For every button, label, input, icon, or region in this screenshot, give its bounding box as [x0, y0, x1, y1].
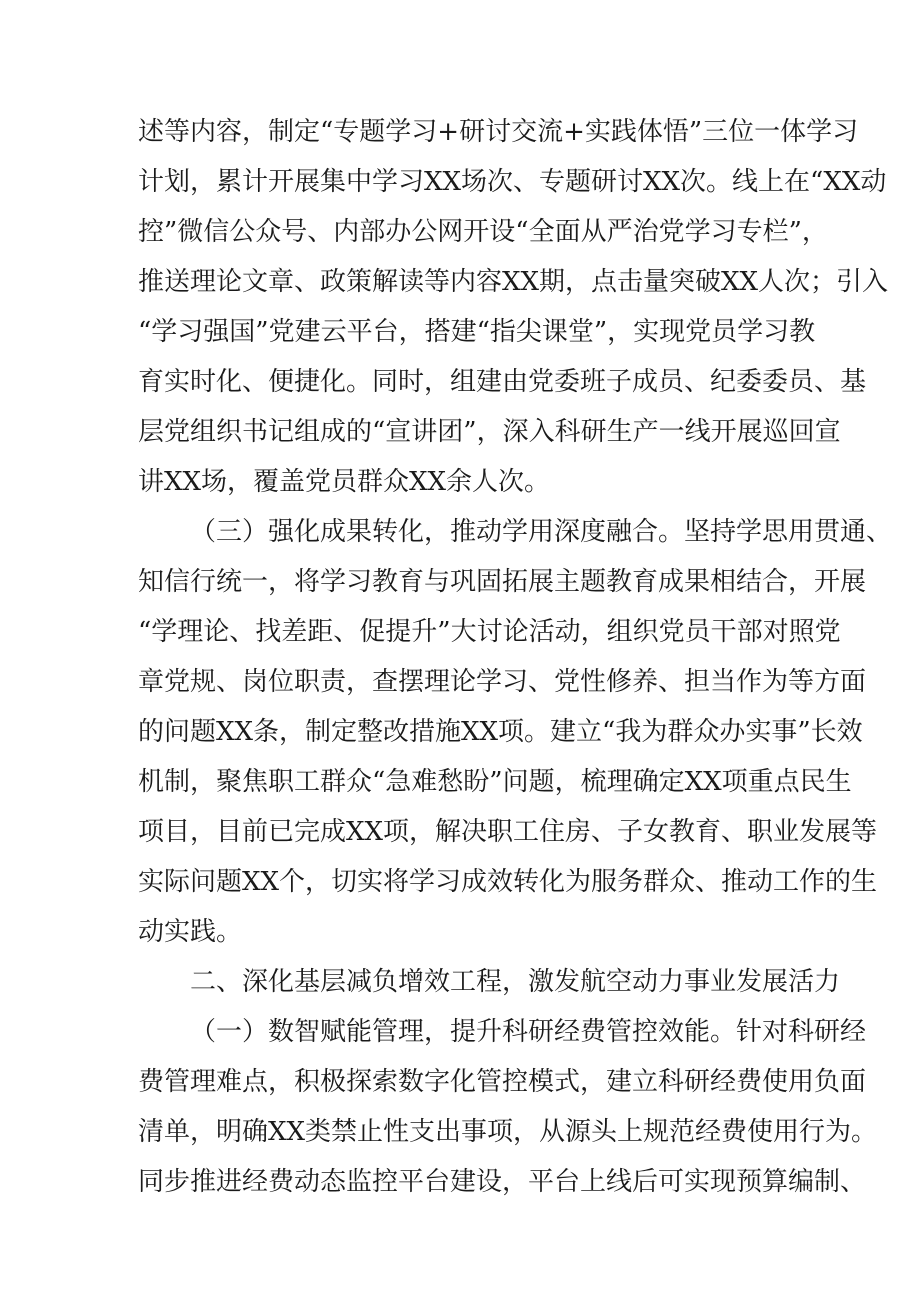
text-line: “学习强国”党建云平台，搭建“指尖课堂”，实现党员学习教 [138, 317, 816, 347]
text-line: 育实时化、便捷化。同时，组建由党委班子成员、纪委委员、基 [138, 367, 867, 397]
body-text [138, 107, 893, 1207]
text-line: 计划，累计开展集中学习XX场次、专题研讨XX次。线上在“XX动 [138, 167, 887, 197]
text-line: 述等内容，制定“专题学习+研讨交流+实践体悟”三位一体学习 [138, 117, 859, 147]
text-line: 二、深化基层减负增效工程，激发航空动力事业发展活力 [190, 967, 841, 997]
text-line: 控”微信公众号、内部办公网开设“全面从严治党学习专栏”， [138, 217, 828, 247]
text-line: 知信行统一，将学习教育与巩固拓展主题教育成果相结合，开展 [138, 567, 867, 597]
text-line: 层党组织书记组成的“宣讲团”，深入科研生产一线开展巡回宣 [138, 417, 841, 447]
text-line: （一）数智赋能管理，提升科研经费管控效能。针对科研经 [190, 1017, 867, 1047]
text-line: 讲XX场，覆盖党员群众XX余人次。 [138, 467, 551, 497]
text-line: 费管理难点，积极探索数字化管控模式，建立科研经费使用负面 [138, 1067, 867, 1097]
text-line: （三）强化成果转化，推动学用深度融合。坚持学思用贯通、 [190, 517, 893, 547]
text-line: 的问题XX条，制定整改措施XX项。建立“我为群众办实事”长效 [138, 717, 863, 747]
text-line: 清单，明确XX类禁止性支出事项，从源头上规范经费使用行为。 [138, 1117, 878, 1147]
text-line: 动实践。 [138, 917, 243, 947]
text-line: 实际问题XX个，切实将学习成效转化为服务群众、推动工作的生 [138, 867, 878, 897]
text-line: 项目，目前已完成XX项，解决职工住房、子女教育、职业发展等 [138, 817, 878, 847]
text-line: 同步推进经费动态监控平台建设，平台上线后可实现预算编制、 [138, 1167, 867, 1197]
text-line: “学理论、找差距、促提升”大讨论活动，组织党员干部对照党 [138, 617, 841, 647]
text-line: 机制，聚焦职工群众“急难愁盼”问题，梳理确定XX项重点民生 [138, 767, 852, 797]
text-line: 章党规、岗位职责，查摆理论学习、党性修养、担当作为等方面 [138, 667, 867, 697]
text-line: 推送理论文章、政策解读等内容XX期，点击量突破XX人次；引入 [138, 267, 889, 297]
